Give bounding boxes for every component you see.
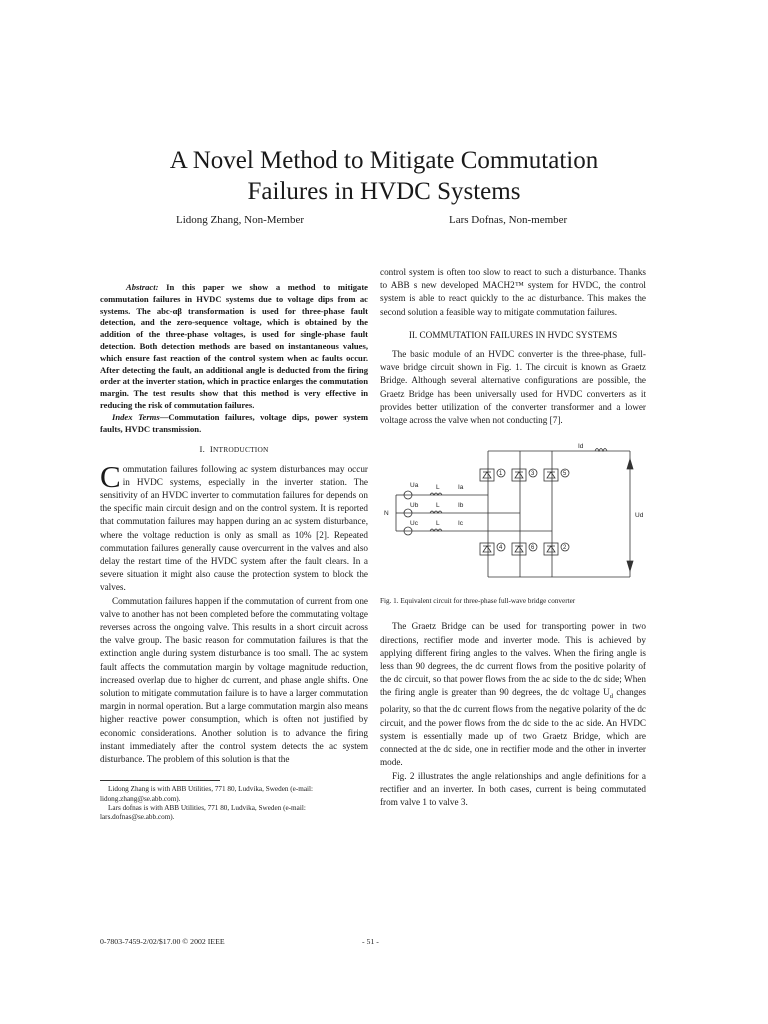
footer-copyright: 0-7803-7459-2/02/$17.00 © 2002 IEEE [100, 937, 225, 946]
label-lb: L [436, 502, 440, 510]
bridge-circuit-diagram [380, 439, 646, 589]
label-la: L [436, 484, 440, 492]
valve-5 [544, 469, 558, 481]
index-terms-text: —Commutation failures, voltage dips, power system faults, HVDC transmission. [100, 411, 368, 434]
abstract [100, 282, 368, 412]
valve-2 [544, 543, 558, 555]
author-1: Lidong Zhang, Non-Member [176, 214, 304, 226]
label-ub: Ub [410, 502, 419, 510]
right-paragraph-3-part-1: The Graetz Bridge can be used for transporting power in two directions, rectifier mode and inverter mode. This is achieved by applying different firing angles to the valves. When the firing angle is less than 90 degrees, the dc current flows from the positive polarity of the dc circuit, so that power flows from the ac side to the dc side; When the firing angle is greater than 90 degrees, the dc voltage U [380, 621, 646, 698]
section-heading-commutation-failures: II. COMMUTATION FAILURES IN HVDC SYSTEMS [408, 329, 618, 340]
valve-1 [480, 469, 494, 481]
right-paragraph-3 [380, 620, 646, 769]
figure-1 [380, 439, 646, 589]
valve-4-number: 4 [499, 545, 503, 552]
label-ua: Ua [410, 482, 419, 490]
label-ib: Ib [458, 502, 464, 510]
right-paragraph-3-part-2: changes polarity, so that the dc current flows from the negative polarity of the dc circuit, and the power flows from the dc side to the ac side. An HVDC system is essentially made up of two Graetz Bridge, which are connected at the dc side, one in rectifier mode and the other in inverter mode. [380, 687, 646, 768]
intro-paragraph-1-text: ommutation failures following ac system disturbances may occur in HVDC systems, especially in the inverter station. The sensitivity of an HVDC inverter to commutation failures for depends on the specific main circuit design and on the control system. It is reported that commutation failures may happen during an ac system disturbance, where the voltage reduction is only as small as 10% [2]. Repeated commutation failures generally cause overcurrent in the valves and also delay the restart time of the HVDC system after the fault clears. In a severe situation it might also cause the protection system to block the valves. [100, 463, 368, 593]
valve-2-number: 2 [563, 545, 567, 552]
valve-1-number: 1 [499, 471, 503, 478]
valve-4 [480, 543, 494, 555]
label-n: N [384, 510, 389, 518]
right-paragraph-4: Fig. 2 illustrates the angle relationships and angle definitions for a rectifier and an inverter. In both cases, current is being commutated from valve 1 to valve 3. [380, 770, 646, 807]
right-paragraph-1: control system is often too slow to react to such a disturbance. Thanks to ABB s new developed MACH2™ system for HVDC, the control system is able to react quickly to the ac disturbance. This makes the second solution a feasible way to mitigate commutation failures. [380, 267, 646, 317]
abstract-label: Abstract: [126, 282, 159, 292]
valve-3 [512, 469, 526, 481]
title-line-1: A Novel Method to Mitigate Commutation [169, 147, 599, 174]
left-column [100, 282, 368, 823]
ud-arrow-bottom [627, 561, 633, 571]
valve-5-number: 5 [563, 471, 567, 478]
author-2: Lars Dofnas, Non-member [449, 214, 568, 226]
valve-6 [512, 543, 526, 555]
label-ic: Ic [458, 520, 464, 528]
footer-page-number: - 51 - [362, 937, 379, 946]
valve-6-number: 6 [531, 545, 535, 552]
paper-title [0, 145, 768, 207]
abstract-text: In this paper we show a method to mitigate commutation failures in HVDC systems due to voltage dips from ac systems. The abc-αβ transformation is used for three-phase fault detection, and the zero-sequence voltage, which is obtained by the addition of the three-phase voltages, is used for single-phase fault detection. Both detection methods are based on instantaneous values, which ensure fast reaction of the control system when ac faults occur. After detecting the fault, an additional angle is deducted from the firing order at the inverter station, which in practice enlarges the commutation margin. The test results show that this method is very effective in reducing the risk of commutation failures. [100, 282, 368, 410]
label-id: Id [578, 443, 584, 451]
label-lc: L [436, 520, 440, 528]
index-terms-label: Index Terms [112, 411, 160, 422]
title-line-2: Failures in HVDC Systems [247, 178, 521, 205]
intro-paragraph-2: Commutation failures happen if the commutation of current from one valve to another has not been completed before the commutating voltage reverses across the ongoing valve. This results in a short circuit across the valve group. The basic reason for commutation failures is that the extinction angle during system disturbance is too small. The ac system fault affects the commutation margin by voltage magnitude reduction, increased overlap due to higher dc current, and phase angle shifts. One solution to mitigate commutation failure is to have a larger commutation margin in normal operation. But a large commutation margin also means higher reactive power consumption, which is often not justified by economic considerations. Another solution is to advance the firing instant immediately after the control system detects the ac system disturbance. The problem of this solution is that the [100, 595, 368, 765]
drop-cap: C [100, 458, 121, 494]
index-terms [100, 412, 368, 436]
section-title-initial: I [209, 444, 213, 455]
section-number: I. [199, 444, 205, 455]
section-heading-introduction [100, 443, 368, 456]
right-paragraph-2: The basic module of an HVDC converter is the three-phase, full-wave bridge circuit shown in Fig. 1. The circuit is known as Graetz Bridge. Although several alternative configurations are possible, the Graetz Bridge has been universally used for HVDC converters as it provides better utilization of the converter transformer and a lower voltage across the valve when not conducting [7]. [380, 349, 646, 426]
intro-paragraph-1 [100, 458, 368, 595]
ud-arrow-top [627, 459, 633, 469]
footnote-1: Lidong Zhang is with ABB Utilities, 771 80, Ludvika, Sweden (e-mail: lidong.zhang@se.abb.com). [100, 785, 314, 803]
section-title-rest: NTRODUCTION [212, 445, 269, 455]
footnote-2: Lars dofnas is with ABB Utilities, 771 80, Ludvika, Sweden (e-mail: lars.dofnas@se.abb.com). [100, 804, 306, 822]
right-column [380, 266, 646, 809]
footnote-rule [100, 780, 220, 781]
figure-1-caption: Fig. 1. Equivalent circuit for three-phase full-wave bridge converter [380, 597, 576, 606]
label-ud: Ud [635, 512, 644, 520]
valve-3-number: 3 [531, 471, 535, 478]
label-uc: Uc [410, 520, 418, 528]
ud-subscript: d [609, 693, 613, 701]
label-ia: Ia [458, 484, 464, 492]
